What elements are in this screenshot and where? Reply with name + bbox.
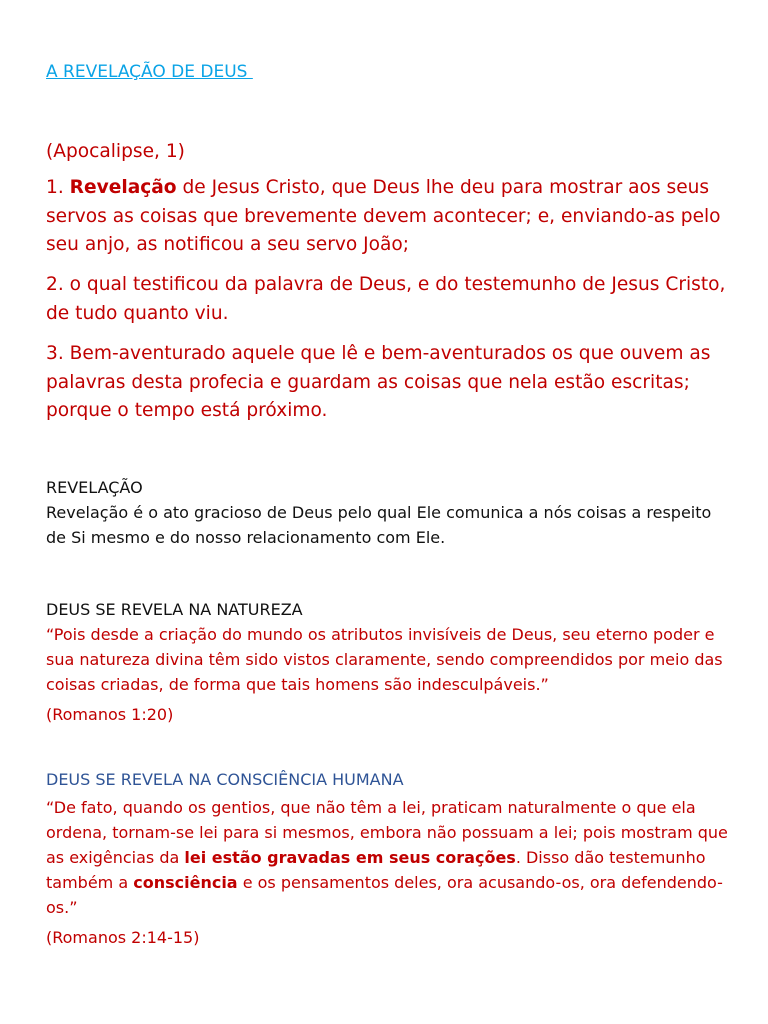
verse-1 bbox=[46, 174, 736, 260]
verse-1-number: 1. bbox=[46, 177, 70, 198]
section-revelacao-heading: REVELAÇÃO bbox=[46, 478, 143, 497]
verse-2: 2. o qual testificou da palavra de Deus, e do testemunho de Jesus Cristo, de tudo quanto viu. bbox=[46, 274, 726, 324]
consciencia-quote-part-3: e os pensamentos deles, ora acusando-os, ora defendendo-os.” bbox=[46, 873, 723, 917]
consciencia-quote-bold-2: consciência bbox=[133, 873, 238, 892]
consciencia-quote-part-2: . Disso dão testemunho também a bbox=[46, 848, 706, 892]
verse-1-text: de Jesus Cristo, que Deus lhe deu para mostrar aos seus servos as coisas que brevemente devem acontecer; e, enviando-as pelo seu anjo, as notificou a seu servo João; bbox=[46, 177, 721, 255]
consciencia-quote-part-1: “De fato, quando os gentios, que não têm a lei, praticam naturalmente o que ela ordena, tornam-se lei para si mesmos, embora não possuam a lei; pois mostram que as exigências da bbox=[46, 798, 728, 867]
section-consciencia-reference: (Romanos 2:14-15) bbox=[46, 928, 200, 947]
verse-3: 3. Bem-aventurado aquele que lê e bem-aventurados os que ouvem as palavras desta profecia e guardam as coisas que nela estão escritas; porque o tempo está próximo. bbox=[46, 343, 711, 421]
verse-1-bold-word: Revelação bbox=[69, 177, 177, 198]
document-title: A REVELAÇÃO DE DEUS bbox=[46, 62, 253, 82]
section-natureza-quote: “Pois desde a criação do mundo os atributos invisíveis de Deus, seu eterno poder e sua natureza divina têm sido vistos claramente, sendo compreendidos por meio das coisas criadas, de forma que tais homens são indesculpáveis.” bbox=[46, 625, 723, 694]
passage-reference: (Apocalipse, 1) bbox=[46, 141, 185, 162]
consciencia-quote-bold-1: lei estão gravadas em seus corações bbox=[184, 848, 516, 867]
section-consciencia-heading: DEUS SE REVELA NA CONSCIÊNCIA HUMANA bbox=[46, 770, 404, 789]
section-natureza-reference: (Romanos 1:20) bbox=[46, 705, 174, 724]
section-revelacao-body: Revelação é o ato gracioso de Deus pelo qual Ele comunica a nós coisas a respeito de Si mesmo e do nosso relacionamento com Ele. bbox=[46, 503, 712, 547]
section-consciencia-quote bbox=[46, 795, 736, 920]
section-natureza-heading: DEUS SE REVELA NA NATUREZA bbox=[46, 600, 303, 619]
